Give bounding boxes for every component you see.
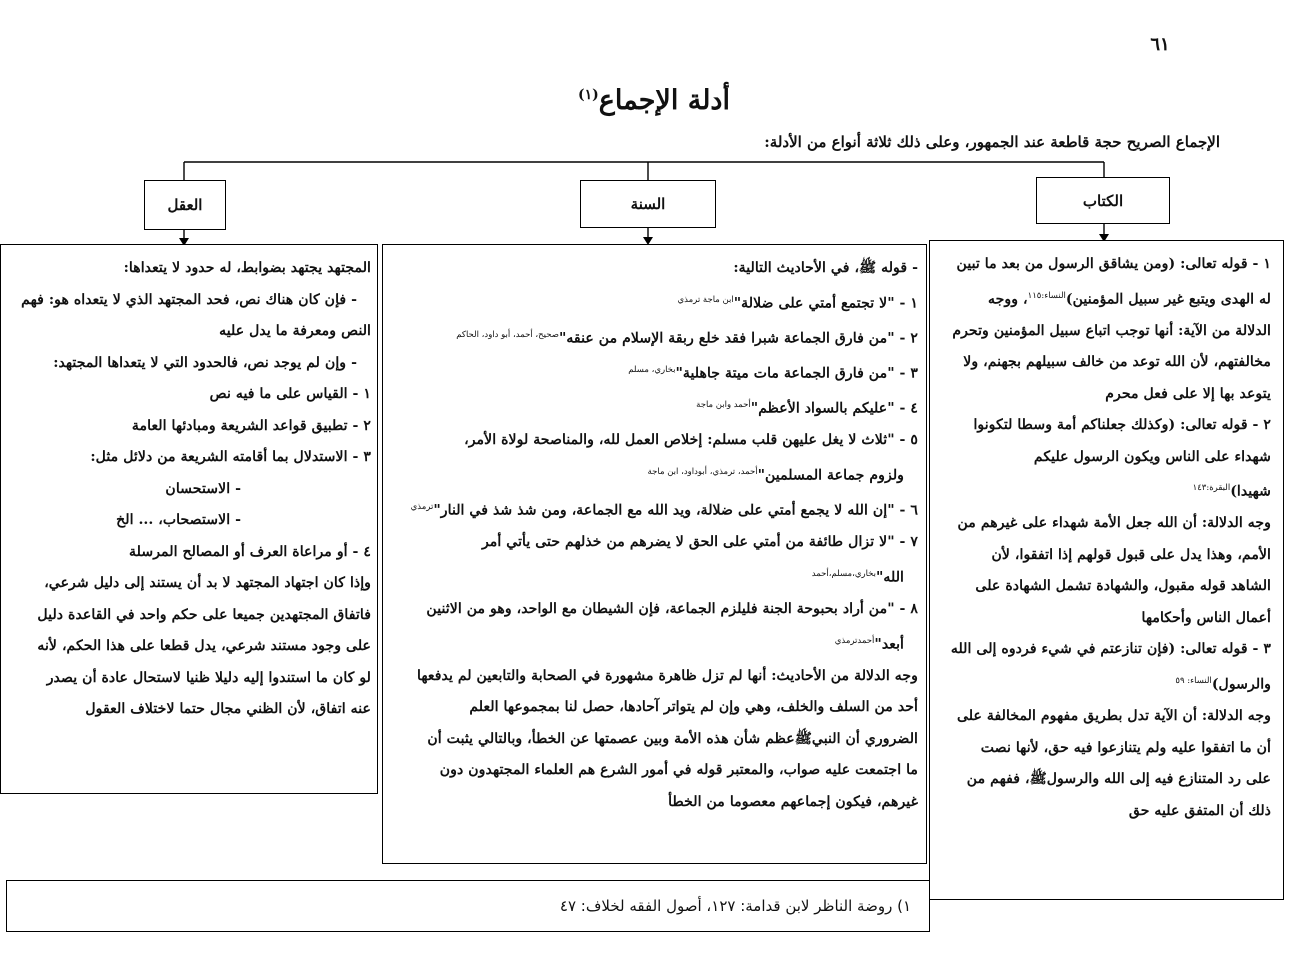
text-line xyxy=(936,347,1271,379)
citation: ابن ماجة ترمذي xyxy=(677,294,734,305)
text-line xyxy=(936,733,1271,765)
line-text: - قوله ﷺ، في الأحاديث التالية: xyxy=(733,260,918,276)
text-line xyxy=(389,253,918,285)
line-text: ما اجتمعت عليه صواب، والمعتبر قوله في أمور الشرع هم العلماء المجتهدون دون xyxy=(439,762,918,779)
text-line xyxy=(389,285,918,320)
line-text: شهداء على الناس ويكون الرسول عليكم xyxy=(1033,448,1271,465)
footnote-box xyxy=(6,880,930,932)
line-text: على وجود مستند شرعي، يدل قطعا على هذا الحكم، لأنه xyxy=(37,638,371,654)
text-line xyxy=(5,694,371,726)
line-text: ٣ - "من فارق الجماعة مات ميتة جاهلية" xyxy=(675,365,918,382)
line-text-continued: ، ووجه xyxy=(988,291,1028,308)
citation: البقرة:١٤٣ xyxy=(1192,483,1231,494)
citation: أحمد، ترمذي، أبوداود، ابن ماجة xyxy=(647,466,758,477)
line-text: ٢ - تطبيق قواعد الشريعة ومبادئها العامة xyxy=(131,417,371,434)
line-text: أن ما اتفقوا عليه ولم يتنازعوا فيه حق، لأنها نصت xyxy=(980,739,1271,756)
text-line xyxy=(936,603,1271,635)
line-text: الأمم، وهذا يدل على قبول قولهم إذا اتفقوا، لأن xyxy=(991,546,1271,563)
text-line xyxy=(5,253,371,285)
text-line xyxy=(389,390,918,425)
text-line xyxy=(389,787,918,819)
line-text: الشاهد قوله مقبول، والشهادة تشمل الشهادة على xyxy=(975,578,1271,595)
line-text: أعمال الناس وأحكامها xyxy=(1141,609,1271,626)
citation: أحمد وابن ماجة xyxy=(696,400,751,411)
text-line xyxy=(389,661,918,693)
citation: صحيح، أحمد، أبو داود، الحاكم xyxy=(456,329,559,340)
aql-lines xyxy=(5,253,371,726)
line-text: ٨ - "من أراد بحبوحة الجنة فليلزم الجماعة، فإن الشيطان مع الواحد، وهو من الاثنين xyxy=(426,601,918,618)
category-kitab-label: الكتاب xyxy=(1082,191,1124,210)
text-line xyxy=(389,692,918,724)
line-text: شهيدا) xyxy=(1230,483,1271,500)
line-text: ٢ - "من فارق الجماعة شبرا فقد خلع ربقة الإسلام من عنقه" xyxy=(558,330,918,347)
category-kitab-box xyxy=(1036,177,1170,224)
text-line xyxy=(5,285,371,317)
text-line xyxy=(389,626,918,661)
text-line xyxy=(936,442,1271,474)
intro-text: الإجماع الصريح حجة قاطعة عند الجمهور، وعلى ذلك ثلاثة أنواع من الأدلة: xyxy=(764,133,1220,151)
text-line xyxy=(936,796,1271,828)
text-line xyxy=(5,379,371,411)
line-text: له الهدى ويتبع غير سبيل المؤمنين) xyxy=(1065,291,1271,308)
category-sunna-label: السنة xyxy=(630,195,666,213)
text-line xyxy=(936,410,1271,442)
title-text: أدلة الإجماع xyxy=(598,85,730,116)
sunna-column xyxy=(382,244,927,864)
citation: بخاري، مسلم xyxy=(628,364,676,375)
text-line xyxy=(5,348,371,380)
line-text: المجتهد يجتهد بضوابط، له حدود لا يتعداها: xyxy=(123,260,371,276)
text-line xyxy=(389,320,918,355)
text-line xyxy=(5,474,371,506)
line-text: والرسول) xyxy=(1211,676,1271,693)
citation: النساء:١١٥ xyxy=(1027,290,1066,301)
text-line xyxy=(389,559,918,594)
line-text: على رد المتنازع فيه إلى الله والرسولﷺ، ففهم من xyxy=(966,771,1271,788)
text-line xyxy=(936,764,1271,796)
line-text: - الاستحسان xyxy=(165,480,241,497)
text-line xyxy=(389,355,918,390)
line-text: - فإن كان هناك نص، فحد المجتهد الذي لا يتعداه هو: فهم xyxy=(21,291,357,308)
line-text: ٥ - "ثلاث لا يغل عليهن قلب مسلم: إخلاص العمل لله، والمناصحة لولاة الأمر، xyxy=(464,432,918,449)
line-text: ١ - قوله تعالى: (ومن يشاقق الرسول من بعد ما تبين xyxy=(956,256,1271,272)
line-text: ١ - القياس على ما فيه نص xyxy=(209,386,371,402)
category-sunna-box xyxy=(580,180,716,228)
text-line xyxy=(5,316,371,348)
line-text: يتوعد بها إلا على فعل محرم xyxy=(1105,385,1271,402)
text-line xyxy=(936,634,1271,666)
citation: النساء: ٥٩ xyxy=(1175,675,1212,686)
text-line xyxy=(389,724,918,756)
line-text: وجه الدلالة من الأحاديث: أنها لم تزل ظاهرة مشهورة في الصحابة والتابعين لم يدفعها xyxy=(417,667,918,684)
line-text: - الاستصحاب، ... الخ xyxy=(116,512,241,528)
line-text: ذلك أن المتفق عليه حق xyxy=(1128,802,1271,819)
text-line xyxy=(5,600,371,632)
category-aql-box xyxy=(144,180,226,230)
page-number: ٦١ xyxy=(1150,34,1170,55)
line-text: ٤ - أو مراعاة العرف أو المصالح المرسلة xyxy=(129,543,371,560)
line-text: الله" xyxy=(876,569,904,586)
text-line xyxy=(5,663,371,695)
text-line xyxy=(936,281,1271,316)
text-line xyxy=(936,540,1271,572)
line-text: ٦ - "إن الله لا يجمع أمتي على ضلالة، ويد الله مع الجماعة، ومن شذ شذ في النار" xyxy=(433,502,918,519)
line-text: الضروري أن النبيﷺعظم شأن هذه الأمة وبين عصمتها عن الخطأ، وبالتالي يثبت أن xyxy=(427,730,918,747)
text-line xyxy=(5,505,371,537)
line-text: فاتفاق المجتهدين جميعا على حكم واحد في القاعدة دليل xyxy=(37,606,371,623)
text-line xyxy=(5,442,371,474)
line-text: أبعد" xyxy=(874,636,904,653)
title-footnote-marker: (١) xyxy=(578,87,599,103)
line-text: ٧ - "لا تزال طائفة من أمتي على الحق لا يضرهم من خذلهم حتى يأتي أمر xyxy=(481,534,918,551)
text-line xyxy=(389,457,918,492)
text-line xyxy=(389,527,918,559)
line-text: ٣ - الاستدلال بما أقامته الشريعة من دلائل مثل: xyxy=(90,449,371,465)
citation: بخاري،مسلم،أحمد xyxy=(811,568,877,579)
text-line xyxy=(936,379,1271,411)
line-text: ٤ - "عليكم بالسواد الأعظم" xyxy=(750,400,918,417)
line-text: لو كان ما استندوا إليه دليلا ظنيا لاستحال عادة أن يصدر xyxy=(46,669,371,686)
text-line xyxy=(5,568,371,600)
text-line xyxy=(936,701,1271,733)
text-line xyxy=(5,411,371,443)
text-line xyxy=(936,571,1271,603)
line-text: وإذا كان اجتهاد المجتهد لا بد أن يستند إلى دليل شرعي، xyxy=(44,575,371,591)
text-line xyxy=(936,473,1271,508)
category-aql-label: العقل xyxy=(167,196,203,214)
citation: أحمدترمذي xyxy=(834,635,875,646)
text-line xyxy=(936,316,1271,348)
kitab-lines xyxy=(936,249,1271,827)
line-text: عنه اتفاق، لأن الظني مجال حتما لاختلاف العقول xyxy=(85,701,371,717)
aql-column xyxy=(0,244,378,794)
text-line xyxy=(936,249,1271,281)
text-line xyxy=(389,425,918,457)
line-text: الدلالة من الآية: أنها توجب اتباع سبيل المؤمنين وتحرم xyxy=(952,322,1271,339)
line-text: أحد من السلف والخلف، وهي وإن لم يتواتر آحادها، حصل لنا بمجموعها العلم xyxy=(469,699,918,716)
text-line xyxy=(936,666,1271,701)
text-line xyxy=(389,755,918,787)
line-text: - وإن لم يوجد نص، فالحدود التي لا يتعداها المجتهد: xyxy=(53,354,357,371)
kitab-column xyxy=(929,240,1284,900)
line-text: ٢ - قوله تعالى: (وكذلك جعلناكم أمة وسطا لتكونوا xyxy=(973,417,1271,434)
text-line xyxy=(5,537,371,569)
citation: ترمذي xyxy=(410,502,434,513)
line-text: مخالفتهم، لأن الله توعد من خالف سبيلهم بجهنم، ولا xyxy=(963,354,1271,371)
text-line xyxy=(389,594,918,626)
line-text: وجه الدلالة: أن الله جعل الأمة شهداء على غيرهم من xyxy=(957,515,1271,532)
line-text: وجه الدلالة: أن الآية تدل بطريق مفهوم المخالفة على xyxy=(956,708,1271,725)
line-text: ١ - "لا تجتمع أمتي على ضلالة" xyxy=(733,295,918,312)
line-text: ٣ - قوله تعالى: (فإن تنازعتم في شيء فردوه إلى الله xyxy=(950,641,1271,658)
line-text: النص ومعرفة ما يدل عليه xyxy=(219,323,371,339)
text-line xyxy=(5,631,371,663)
text-line xyxy=(936,508,1271,540)
line-text: غيرهم، فيكون إجماعهم معصوما من الخطأ xyxy=(668,793,918,810)
footnote-text: ١) روضة الناظر لابن قدامة: ١٢٧، أصول الفقه لخلاف: ٤٧ xyxy=(559,897,911,915)
line-text: ولزوم جماعة المسلمين" xyxy=(757,467,904,484)
sunna-lines xyxy=(389,253,918,818)
text-line xyxy=(389,492,918,527)
